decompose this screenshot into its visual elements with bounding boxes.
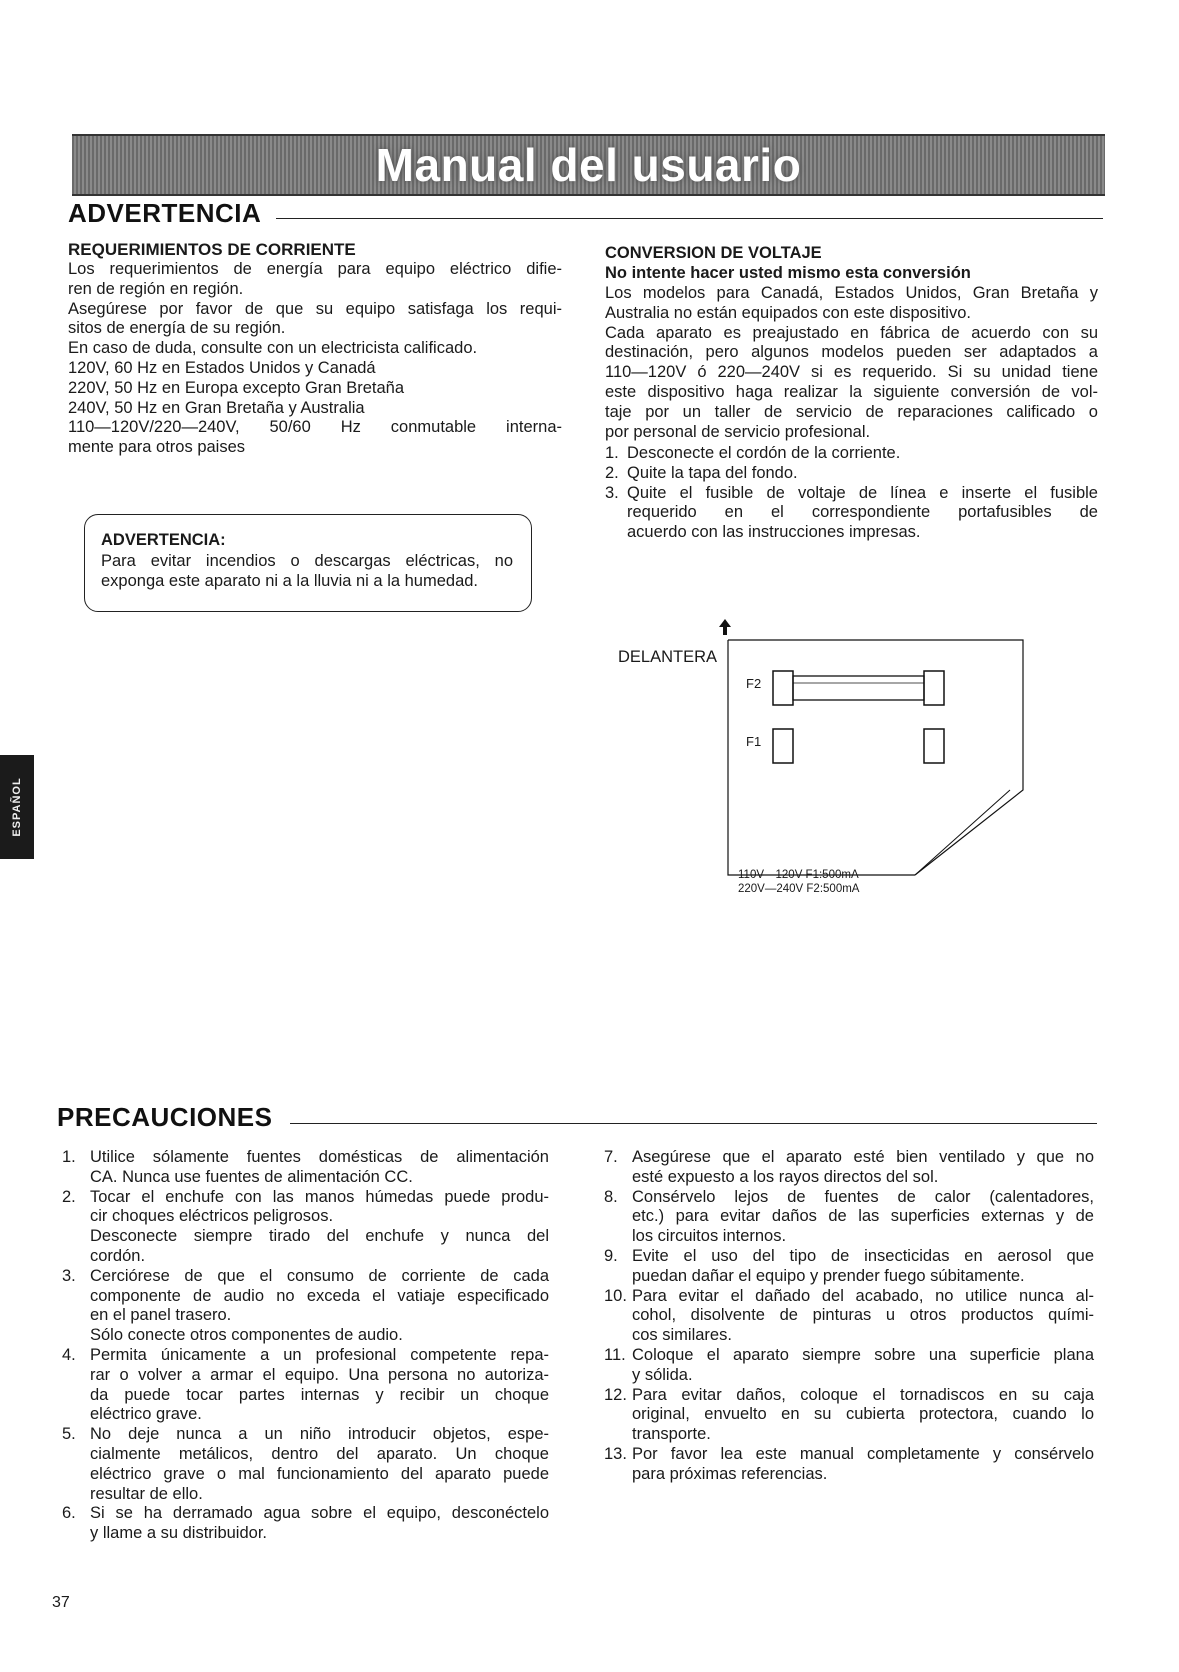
text-line: requerido en el correspondiente portafusibles de xyxy=(627,503,1098,522)
step-number: 3. xyxy=(605,483,619,502)
text-line: acuerdo con las instrucciones impresas. xyxy=(627,523,921,542)
text-line: taje por un taller de servicio de reparaciones calificado o xyxy=(605,402,1098,421)
item-number: 3. xyxy=(62,1266,76,1285)
text-line: cos similares. xyxy=(632,1326,732,1345)
warning-title: ADVERTENCIA: xyxy=(101,531,226,549)
item-number: 7. xyxy=(604,1148,618,1166)
text-line: 110—120V ó 220—240V si es requerido. Si su unidad tiene xyxy=(605,363,1098,382)
text-line: cialmente metálicos, dentro del aparato. Un choque xyxy=(90,1444,549,1463)
warning-text xyxy=(101,552,513,592)
text-line: original, envuelto en su cubierta protectora, cuando lo xyxy=(632,1405,1094,1424)
list-item xyxy=(62,1425,549,1504)
list-item xyxy=(604,1287,1094,1346)
warning-box xyxy=(84,514,532,612)
step-number: 1. xyxy=(605,444,619,462)
page-title: Manual del usuario xyxy=(375,139,802,191)
front-label: DELANTERA xyxy=(618,648,718,666)
requerimientos-text xyxy=(68,260,562,458)
spec-line: 110V—120V F1:500mA xyxy=(738,869,859,881)
list-item xyxy=(605,464,1098,484)
fuse-holder-f1-left xyxy=(773,729,793,763)
text-line: Quite el fusible de voltaje de línea e inserte el fusible xyxy=(627,483,1098,502)
step-number: 2. xyxy=(605,463,619,482)
list-item xyxy=(62,1346,549,1425)
item-number: 1. xyxy=(62,1148,76,1166)
text-line: 240V, 50 Hz en Gran Bretaña y Australia xyxy=(68,398,365,417)
panel-chamfer xyxy=(915,790,1010,875)
text-line: y sólida. xyxy=(632,1365,693,1384)
list-item xyxy=(62,1267,549,1346)
list-item xyxy=(604,1445,1094,1485)
list-item xyxy=(62,1148,549,1188)
page-number: 37 xyxy=(52,1594,70,1611)
text-line: exponga este aparato ni a la lluvia ni a la humedad. xyxy=(101,571,479,590)
f1-label: F1 xyxy=(746,734,762,749)
list-item xyxy=(604,1346,1094,1386)
list-item xyxy=(604,1247,1094,1287)
item-number: 5. xyxy=(62,1425,76,1444)
text-line: rar o volver a armar el equipo. Una persona no autoriza- xyxy=(90,1365,549,1384)
text-line: en el panel trasero. xyxy=(90,1306,232,1325)
text-line: ren de región en región. xyxy=(68,279,244,298)
text-line: este dispositivo haga realizar la siguiente conversión de vol- xyxy=(605,382,1098,401)
text-line: resultar de ello. xyxy=(90,1484,203,1503)
list-item xyxy=(605,444,1098,464)
text-line: Para evitar el dañado del acabado, no utilice nunca al- xyxy=(632,1286,1094,1305)
text-line: Los modelos para Canadá, Estados Unidos, Gran Bretaña y xyxy=(605,284,1098,302)
item-number: 10. xyxy=(604,1286,627,1305)
item-number: 12. xyxy=(604,1385,627,1404)
text-line: Coloque el aparato siempre sobre una superficie plana xyxy=(632,1345,1094,1364)
item-number: 9. xyxy=(604,1246,618,1265)
panel-right-edge xyxy=(822,640,1023,875)
text-line: mente para otros paises xyxy=(68,438,246,457)
text-line: Permita únicamente a un profesional competente repa- xyxy=(90,1345,549,1364)
text-line: transporte. xyxy=(632,1425,711,1444)
conversion-subtitle: No intente hacer usted mismo esta conversión xyxy=(605,264,971,282)
language-tab-label: ESPAÑOL xyxy=(11,777,23,837)
text-line: Consérvelo lejos de fuentes de calor (calentadores, xyxy=(632,1187,1094,1206)
text-line: CA. Nunca use fuentes de alimentación CC. xyxy=(90,1167,413,1186)
advertencia-rule xyxy=(276,218,1103,219)
text-line: No deje nunca a un niño introducir objetos, espe- xyxy=(90,1425,549,1444)
precauciones-right-list xyxy=(604,1148,1094,1485)
front-arrow-icon xyxy=(723,626,727,635)
text-line: sitos de energía de su región. xyxy=(68,319,286,338)
text-line: esté expuesto a los rayos directos del sol. xyxy=(632,1167,939,1186)
text-line: destinación, pero algunos modelos pueden ser adaptados a xyxy=(605,343,1098,362)
text-line: Sólo conecte otros componentes de audio. xyxy=(90,1326,403,1345)
fuse-f2 xyxy=(793,676,924,700)
requerimientos-title: REQUERIMIENTOS DE CORRIENTE xyxy=(68,240,356,259)
precauciones-rule xyxy=(290,1123,1097,1124)
text-line: Asegúrese por favor de que su equipo satisfaga los requi- xyxy=(68,299,562,318)
text-line: los circuitos internos. xyxy=(632,1227,787,1246)
text-line: Tocar el enchufe con las manos húmedas puede produ- xyxy=(90,1187,549,1206)
precauciones-left-list xyxy=(62,1148,549,1544)
list-item xyxy=(605,484,1098,543)
text-line: 110—120V/220—240V, 50/60 Hz conmutable interna- xyxy=(68,418,562,437)
item-number: 8. xyxy=(604,1187,618,1206)
text-line: Asegúrese que el aparato esté bien ventilado y que no xyxy=(632,1148,1094,1166)
text-line: Por favor lea este manual completamente y consérvelo xyxy=(632,1444,1094,1463)
f2-label: F2 xyxy=(746,676,762,691)
list-item xyxy=(604,1148,1094,1188)
text-line: cir choques eléctricos peligrosos. xyxy=(90,1207,334,1226)
precauciones-heading: PRECAUCIONES xyxy=(57,1102,273,1132)
item-number: 4. xyxy=(62,1345,76,1364)
text-line: y llame a su distribuidor. xyxy=(90,1524,267,1543)
language-tab xyxy=(0,755,34,859)
text-line: componente de audio no exceda el vatiaje especificado xyxy=(90,1286,549,1305)
text-line: Para evitar daños, coloque el tornadiscos en su caja xyxy=(632,1385,1094,1404)
list-item xyxy=(62,1188,549,1267)
item-number: 2. xyxy=(62,1187,76,1206)
conversion-steps xyxy=(605,444,1098,543)
text-line: eléctrico grave. xyxy=(90,1405,202,1424)
text-line: Si se ha derramado agua sobre el equipo, desconéctelo xyxy=(90,1504,549,1523)
text-line: Cada aparato es preajustado en fábrica de acuerdo con su xyxy=(605,323,1098,342)
text-line: Desconecte el cordón de la corriente. xyxy=(627,444,901,462)
item-number: 13. xyxy=(604,1444,627,1463)
text-line: da puede tocar partes internas y recibir un choque xyxy=(90,1385,549,1404)
text-line: puedan dañar el equipo y prender fuego súbitamente. xyxy=(632,1266,1025,1285)
list-item xyxy=(604,1188,1094,1247)
text-line: Desconecte siempre tirado del enchufe y nunca del xyxy=(90,1227,549,1246)
text-line: cordón. xyxy=(90,1246,146,1265)
list-item xyxy=(62,1504,549,1544)
conversion-title: CONVERSION DE VOLTAJE xyxy=(605,244,822,262)
fuse-holder-f2-left xyxy=(773,671,793,705)
conversion-text xyxy=(605,284,1098,442)
text-line: por personal de servicio profesional. xyxy=(605,422,871,441)
text-line: Cerciórese de que el consumo de corriente de cada xyxy=(90,1266,549,1285)
item-number: 11. xyxy=(604,1345,626,1364)
text-line: cohol, disolvente de pinturas u otros productos quími- xyxy=(632,1306,1094,1325)
item-number: 6. xyxy=(62,1504,76,1523)
title-banner xyxy=(72,134,1105,196)
fuse-holder-f2-right xyxy=(924,671,944,705)
front-arrow-icon xyxy=(719,619,731,627)
advertencia-heading: ADVERTENCIA xyxy=(68,198,262,228)
text-line: etc.) para evitar daños de las superficies externas y de xyxy=(632,1207,1094,1226)
text-line: Para evitar incendios o descargas eléctricas, no xyxy=(101,552,513,570)
text-line: Evite el uso del tipo de insecticidas en aerosol que xyxy=(632,1246,1094,1265)
fuse-specs xyxy=(738,868,859,896)
list-item xyxy=(604,1386,1094,1445)
text-line: 120V, 60 Hz en Estados Unidos y Canadá xyxy=(68,358,376,377)
text-line: Utilice sólamente fuentes domésticas de alimentación xyxy=(90,1148,549,1166)
text-line: eléctrico grave o mal funcionamiento del aparato puede xyxy=(90,1464,549,1483)
fuse-holder-f1-right xyxy=(924,729,944,763)
text-line: Quite la tapa del fondo. xyxy=(627,463,798,482)
text-line: Australia no están equipados con este dispositivo. xyxy=(605,303,971,322)
text-line: 220V, 50 Hz en Europa excepto Gran Bretaña xyxy=(68,378,405,397)
text-line: para próximas referencias. xyxy=(632,1464,828,1483)
spec-line: 220V—240V F2:500mA xyxy=(738,883,860,895)
text-line: En caso de duda, consulte con un electricista calificado. xyxy=(68,339,478,358)
text-line: Los requerimientos de energía para equipo eléctrico difie- xyxy=(68,260,562,278)
